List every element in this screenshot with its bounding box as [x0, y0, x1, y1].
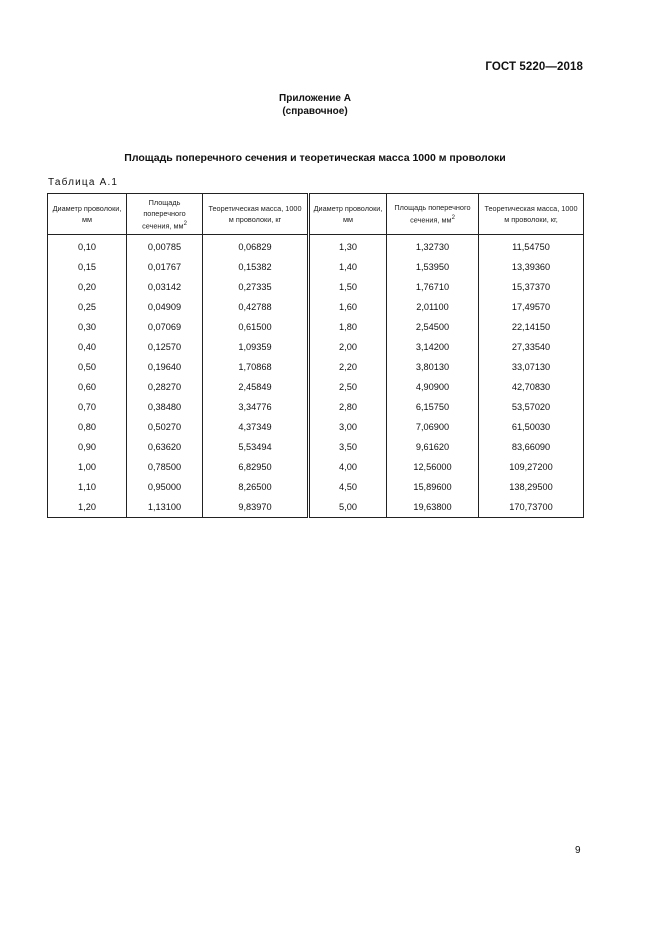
table-cell: 3,50	[309, 437, 387, 457]
table-cell: 1,50	[309, 277, 387, 297]
table-cell: 1,80	[309, 317, 387, 337]
table-body	[48, 235, 584, 518]
table-cell: 1,53950	[387, 257, 479, 277]
table-cell: 4,50	[309, 477, 387, 497]
table-cell: 0,04909	[127, 297, 203, 317]
table-cell: 0,80	[48, 417, 127, 437]
table-cell: 0,38480	[127, 397, 203, 417]
table-cell: 15,89600	[387, 477, 479, 497]
table-cell: 2,01100	[387, 297, 479, 317]
table-cell: 2,45849	[203, 377, 309, 397]
table-cell: 0,90	[48, 437, 127, 457]
table-row	[48, 477, 584, 497]
table-row	[48, 397, 584, 417]
table-cell: 9,61620	[387, 437, 479, 457]
table-cell: 0,61500	[203, 317, 309, 337]
table-cell: 27,33540	[479, 337, 584, 357]
table-cell: 0,28270	[127, 377, 203, 397]
table-cell: 0,25	[48, 297, 127, 317]
table-cell: 1,10	[48, 477, 127, 497]
col-mass-header: Теоретическая масса, 1000 м проволоки, кг	[203, 194, 309, 235]
table-cell: 22,14150	[479, 317, 584, 337]
col-area-header	[127, 194, 203, 235]
table-cell: 8,26500	[203, 477, 309, 497]
table-cell: 6,15750	[387, 397, 479, 417]
table-title: Площадь поперечного сечения и теоретическая масса 1000 м проволоки	[124, 152, 506, 164]
table-cell: 1,13100	[127, 497, 203, 518]
table-cell: 4,37349	[203, 417, 309, 437]
table-cell: 42,70830	[479, 377, 584, 397]
table-cell: 0,50	[48, 357, 127, 377]
table-cell: 2,00	[309, 337, 387, 357]
table-cell: 0,10	[48, 235, 127, 258]
table-cell: 0,00785	[127, 235, 203, 258]
table-cell: 0,60	[48, 377, 127, 397]
table-cell: 1,40	[309, 257, 387, 277]
table-cell: 83,66090	[479, 437, 584, 457]
table-row	[48, 357, 584, 377]
col-area-unit-superscript: 2	[183, 220, 187, 227]
table-cell: 2,50	[309, 377, 387, 397]
table-label: Таблица А.1	[48, 177, 119, 188]
table-cell: 17,49570	[479, 297, 584, 317]
table-cell: 1,00	[48, 457, 127, 477]
table-cell: 61,50030	[479, 417, 584, 437]
table-cell: 3,00	[309, 417, 387, 437]
table-cell: 0,03142	[127, 277, 203, 297]
table-cell: 0,20	[48, 277, 127, 297]
table-cell: 0,12570	[127, 337, 203, 357]
table-row	[48, 257, 584, 277]
table-row	[48, 235, 584, 258]
table-cell: 0,27335	[203, 277, 309, 297]
table-row	[48, 317, 584, 337]
table-cell: 5,53494	[203, 437, 309, 457]
table-cell: 2,54500	[387, 317, 479, 337]
table-cell: 0,70	[48, 397, 127, 417]
table-cell: 2,20	[309, 357, 387, 377]
table-cell: 3,34776	[203, 397, 309, 417]
table-cell: 7,06900	[387, 417, 479, 437]
col-area-header-text-2: Площадь поперечного сечения, мм	[394, 203, 471, 225]
annex-heading	[0, 92, 630, 118]
annex-title: Приложение А	[279, 93, 351, 104]
table-row	[48, 437, 584, 457]
table-cell: 0,63620	[127, 437, 203, 457]
col-diameter-header-2: Диаметр проволоки, мм	[309, 194, 387, 235]
table-cell: 0,78500	[127, 457, 203, 477]
table-cell: 138,29500	[479, 477, 584, 497]
table-cell: 0,19640	[127, 357, 203, 377]
table-row	[48, 297, 584, 317]
table-cell: 0,15382	[203, 257, 309, 277]
table-cell: 2,80	[309, 397, 387, 417]
col-area-unit-superscript-2: 2	[451, 215, 455, 222]
standard-code: ГОСТ 5220—2018	[485, 61, 583, 73]
table-row	[48, 457, 584, 477]
table-cell: 109,27200	[479, 457, 584, 477]
table-row	[48, 377, 584, 397]
table-cell: 13,39360	[479, 257, 584, 277]
table-row	[48, 417, 584, 437]
annex-subtitle: (справочное)	[282, 106, 348, 117]
table-cell: 1,60	[309, 297, 387, 317]
col-diameter-header: Диаметр проволоки, мм	[48, 194, 127, 235]
table-cell: 0,42788	[203, 297, 309, 317]
page-number: 9	[575, 845, 581, 856]
col-mass-header-2: Теоретическая масса, 1000 м проволоки, кг,	[479, 194, 584, 235]
table-row	[48, 337, 584, 357]
table-cell: 19,63800	[387, 497, 479, 518]
table-cell: 0,50270	[127, 417, 203, 437]
table-cell: 3,14200	[387, 337, 479, 357]
table-cell: 0,95000	[127, 477, 203, 497]
table-cell: 1,76710	[387, 277, 479, 297]
table-cell: 4,90900	[387, 377, 479, 397]
table-cell: 6,82950	[203, 457, 309, 477]
table-cell: 1,09359	[203, 337, 309, 357]
table-row	[48, 277, 584, 297]
table-header-row	[48, 194, 584, 235]
wire-table	[47, 193, 584, 518]
table-cell: 1,70868	[203, 357, 309, 377]
table-cell: 12,56000	[387, 457, 479, 477]
table-cell: 0,07069	[127, 317, 203, 337]
table-cell: 33,07130	[479, 357, 584, 377]
col-area-header-text: Площадь поперечного сечения, мм	[142, 197, 186, 231]
table-cell: 3,80130	[387, 357, 479, 377]
table-cell: 0,40	[48, 337, 127, 357]
table-cell: 15,37370	[479, 277, 584, 297]
table-cell: 9,83970	[203, 497, 309, 518]
table-cell: 0,30	[48, 317, 127, 337]
table-cell: 4,00	[309, 457, 387, 477]
table-cell: 5,00	[309, 497, 387, 518]
table-cell: 170,73700	[479, 497, 584, 518]
table-cell: 53,57020	[479, 397, 584, 417]
table-cell: 11,54750	[479, 235, 584, 258]
table-cell: 1,32730	[387, 235, 479, 258]
table-cell: 0,01767	[127, 257, 203, 277]
table-row	[48, 497, 584, 518]
table-cell: 1,30	[309, 235, 387, 258]
col-area-header-2	[387, 194, 479, 235]
table-cell: 0,06829	[203, 235, 309, 258]
table-cell: 0,15	[48, 257, 127, 277]
table-cell: 1,20	[48, 497, 127, 518]
